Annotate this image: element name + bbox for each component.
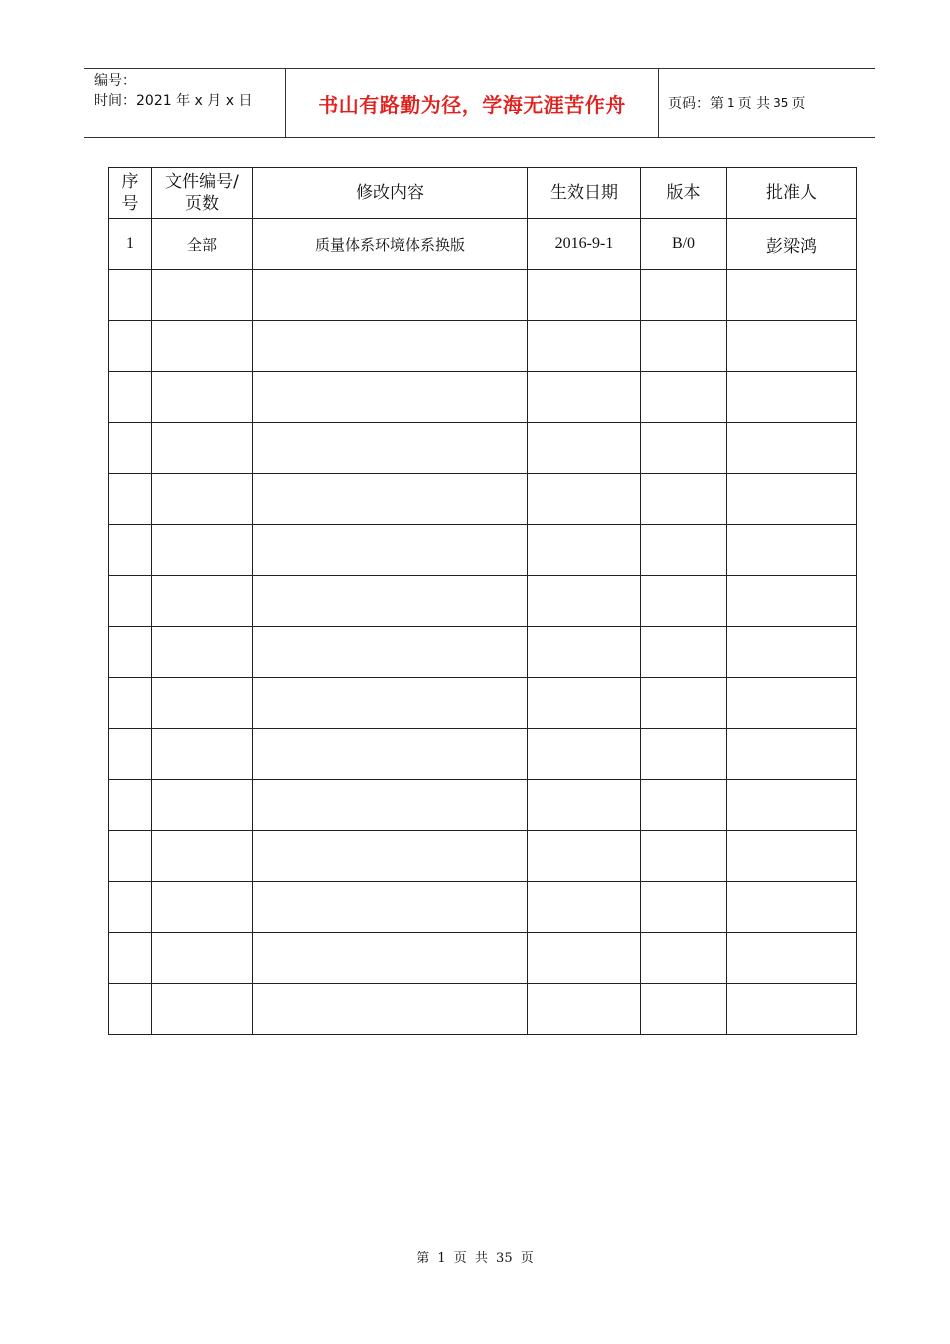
cell-content xyxy=(253,372,528,423)
cell-file-number xyxy=(152,984,253,1035)
cell-approver xyxy=(727,780,857,831)
cell-effective-date xyxy=(528,984,641,1035)
cell-approver xyxy=(727,984,857,1035)
cell-file-number xyxy=(152,780,253,831)
cell-serial-number xyxy=(109,831,152,882)
table-row xyxy=(109,270,857,321)
cell-version: B/0 xyxy=(641,219,727,270)
cell-version xyxy=(641,372,727,423)
cell-serial-number xyxy=(109,984,152,1035)
table-row xyxy=(109,729,857,780)
cell-file-number xyxy=(152,423,253,474)
cell-effective-date xyxy=(528,576,641,627)
cell-content xyxy=(253,423,528,474)
cell-serial-number xyxy=(109,321,152,372)
cell-serial-number xyxy=(109,423,152,474)
page-suffix: 页 xyxy=(791,96,806,112)
cell-effective-date xyxy=(528,474,641,525)
cell-serial-number xyxy=(109,882,152,933)
cell-version xyxy=(641,525,727,576)
cell-effective-date xyxy=(528,321,641,372)
cell-approver xyxy=(727,882,857,933)
cell-file-number xyxy=(152,831,253,882)
cell-version xyxy=(641,270,727,321)
cell-serial-number xyxy=(109,780,152,831)
cell-serial-number: 1 xyxy=(109,219,152,270)
header-serial-line2: 号 xyxy=(121,194,139,214)
cell-effective-date xyxy=(528,627,641,678)
table-row xyxy=(109,525,857,576)
header-content: 修改内容 xyxy=(253,168,528,219)
cell-file-number: 全部 xyxy=(152,219,253,270)
cell-approver xyxy=(727,270,857,321)
cell-serial-number xyxy=(109,525,152,576)
header-serial-line1: 序 xyxy=(121,172,139,192)
cell-version xyxy=(641,933,727,984)
cell-version xyxy=(641,576,727,627)
cell-content xyxy=(253,729,528,780)
page-prefix: 页码：第 xyxy=(668,96,724,112)
cell-approver xyxy=(727,423,857,474)
cell-content xyxy=(253,678,528,729)
cell-serial-number xyxy=(109,474,152,525)
header-motto-cell xyxy=(286,69,659,137)
table-row xyxy=(109,372,857,423)
cell-effective-date: 2016-9-1 xyxy=(528,219,641,270)
cell-version xyxy=(641,627,727,678)
revision-table xyxy=(108,167,857,1035)
page-header xyxy=(84,68,875,138)
cell-serial-number xyxy=(109,270,152,321)
cell-serial-number xyxy=(109,933,152,984)
cell-effective-date xyxy=(528,933,641,984)
cell-version xyxy=(641,423,727,474)
cell-file-number xyxy=(152,372,253,423)
table-row xyxy=(109,780,857,831)
header-effective-date: 生效日期 xyxy=(528,168,641,219)
header-motto: 书山有路勤为径，学海无涯苦作舟 xyxy=(318,92,626,117)
cell-effective-date xyxy=(528,372,641,423)
cell-serial-number xyxy=(109,372,152,423)
cell-file-number xyxy=(152,729,253,780)
cell-version xyxy=(641,474,727,525)
cell-file-number xyxy=(152,882,253,933)
cell-approver xyxy=(727,678,857,729)
table-row xyxy=(109,678,857,729)
cell-approver xyxy=(727,372,857,423)
cell-content xyxy=(253,525,528,576)
table-row xyxy=(109,831,857,882)
cell-file-number xyxy=(152,678,253,729)
cell-effective-date xyxy=(528,780,641,831)
page-mid: 页 共 xyxy=(737,96,771,112)
cell-content xyxy=(253,270,528,321)
table-row xyxy=(109,423,857,474)
table-row xyxy=(109,474,857,525)
cell-file-number xyxy=(152,525,253,576)
page-footer: 第 1 页 共 35 页 xyxy=(416,1251,534,1266)
cell-effective-date xyxy=(528,729,641,780)
header-file-number xyxy=(152,168,253,219)
document-code-label: 编号： xyxy=(94,73,136,89)
cell-effective-date xyxy=(528,423,641,474)
cell-serial-number xyxy=(109,729,152,780)
table-row xyxy=(109,627,857,678)
table-header-row xyxy=(109,168,857,219)
cell-version xyxy=(641,984,727,1035)
cell-serial-number xyxy=(109,627,152,678)
cell-approver xyxy=(727,729,857,780)
cell-file-number xyxy=(152,270,253,321)
cell-effective-date xyxy=(528,831,641,882)
table-row xyxy=(109,321,857,372)
cell-content xyxy=(253,882,528,933)
cell-content xyxy=(253,474,528,525)
cell-file-number xyxy=(152,321,253,372)
cell-approver xyxy=(727,627,857,678)
page-current: 1 xyxy=(727,96,735,110)
cell-file-number xyxy=(152,576,253,627)
cell-content xyxy=(253,627,528,678)
page-total: 35 xyxy=(773,96,789,110)
cell-version xyxy=(641,780,727,831)
cell-version xyxy=(641,321,727,372)
header-version: 版本 xyxy=(641,168,727,219)
cell-approver xyxy=(727,576,857,627)
cell-content xyxy=(253,321,528,372)
cell-approver xyxy=(727,321,857,372)
cell-effective-date xyxy=(528,678,641,729)
cell-content xyxy=(253,984,528,1035)
cell-approver xyxy=(727,474,857,525)
cell-content xyxy=(253,933,528,984)
cell-content xyxy=(253,576,528,627)
cell-content xyxy=(253,831,528,882)
cell-effective-date xyxy=(528,270,641,321)
cell-approver xyxy=(727,933,857,984)
table-row xyxy=(109,933,857,984)
cell-approver xyxy=(727,525,857,576)
cell-content xyxy=(253,780,528,831)
header-approver: 批准人 xyxy=(727,168,857,219)
cell-serial-number xyxy=(109,678,152,729)
cell-version xyxy=(641,882,727,933)
cell-file-number xyxy=(152,474,253,525)
cell-version xyxy=(641,831,727,882)
table-row xyxy=(109,219,857,270)
cell-effective-date xyxy=(528,525,641,576)
header-file-line2: 页数 xyxy=(185,194,219,214)
cell-version xyxy=(641,729,727,780)
cell-serial-number xyxy=(109,576,152,627)
cell-version xyxy=(641,678,727,729)
document-time: 时间：2021 年 x 月 x 日 xyxy=(94,93,253,109)
header-page-number xyxy=(668,69,805,137)
header-meta xyxy=(84,69,286,137)
cell-approver: 彭梁鸿 xyxy=(727,219,857,270)
cell-file-number xyxy=(152,627,253,678)
cell-file-number xyxy=(152,933,253,984)
cell-approver xyxy=(727,831,857,882)
table-row xyxy=(109,882,857,933)
header-file-line1: 文件编号/ xyxy=(165,172,239,192)
cell-content: 质量体系环境体系换版 xyxy=(253,219,528,270)
header-serial-number xyxy=(109,168,152,219)
cell-effective-date xyxy=(528,882,641,933)
table-row xyxy=(109,576,857,627)
table-row xyxy=(109,984,857,1035)
